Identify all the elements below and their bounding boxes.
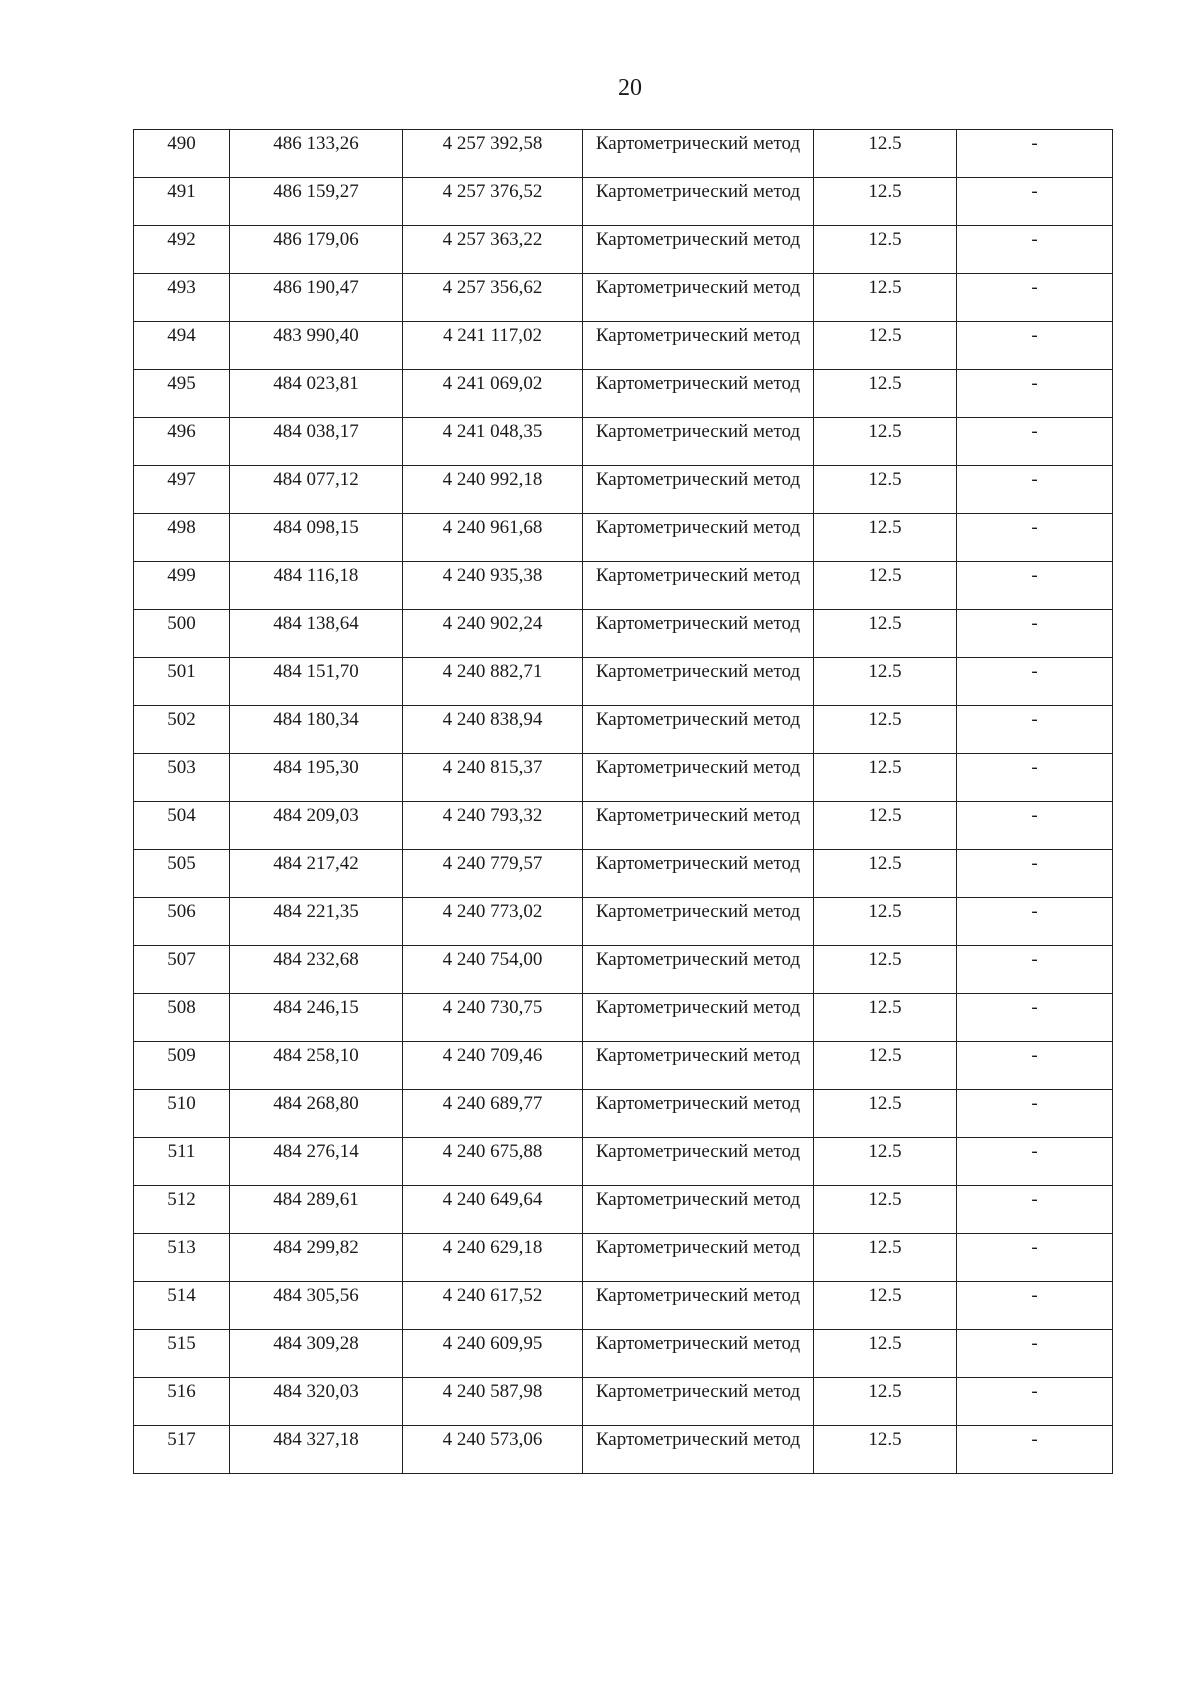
- table-row: [134, 274, 1113, 322]
- point-number-cell: 495: [134, 370, 230, 418]
- point-number-cell: 492: [134, 226, 230, 274]
- method-cell: Картометрический метод: [583, 1186, 814, 1234]
- accuracy-cell: 12.5: [814, 1330, 957, 1378]
- point-number-cell: 505: [134, 850, 230, 898]
- point-number-cell: 513: [134, 1234, 230, 1282]
- note-cell: -: [957, 754, 1113, 802]
- y-coordinate-cell: 4 240 992,18: [403, 466, 583, 514]
- point-number-cell: 490: [134, 130, 230, 178]
- method-cell: Картометрический метод: [583, 562, 814, 610]
- x-coordinate-cell: 486 179,06: [230, 226, 403, 274]
- point-number-cell: 517: [134, 1426, 230, 1474]
- note-cell: -: [957, 1186, 1113, 1234]
- method-cell: Картометрический метод: [583, 946, 814, 994]
- table-row: [134, 610, 1113, 658]
- point-number-cell: 516: [134, 1378, 230, 1426]
- method-cell: Картометрический метод: [583, 658, 814, 706]
- point-number-cell: 503: [134, 754, 230, 802]
- method-cell: Картометрический метод: [583, 226, 814, 274]
- accuracy-cell: 12.5: [814, 418, 957, 466]
- point-number-cell: 502: [134, 706, 230, 754]
- method-cell: Картометрический метод: [583, 1042, 814, 1090]
- note-cell: -: [957, 946, 1113, 994]
- x-coordinate-cell: 484 289,61: [230, 1186, 403, 1234]
- point-number-cell: 509: [134, 1042, 230, 1090]
- note-cell: -: [957, 1042, 1113, 1090]
- table-row: [134, 466, 1113, 514]
- y-coordinate-cell: 4 240 629,18: [403, 1234, 583, 1282]
- method-cell: Картометрический метод: [583, 466, 814, 514]
- x-coordinate-cell: 486 133,26: [230, 130, 403, 178]
- y-coordinate-cell: 4 257 356,62: [403, 274, 583, 322]
- y-coordinate-cell: 4 240 902,24: [403, 610, 583, 658]
- table-row: [134, 514, 1113, 562]
- method-cell: Картометрический метод: [583, 178, 814, 226]
- accuracy-cell: 12.5: [814, 322, 957, 370]
- note-cell: -: [957, 1378, 1113, 1426]
- y-coordinate-cell: 4 240 961,68: [403, 514, 583, 562]
- table-row: [134, 178, 1113, 226]
- accuracy-cell: 12.5: [814, 466, 957, 514]
- method-cell: Картометрический метод: [583, 994, 814, 1042]
- x-coordinate-cell: 484 038,17: [230, 418, 403, 466]
- table-row: [134, 418, 1113, 466]
- note-cell: -: [957, 274, 1113, 322]
- x-coordinate-cell: 484 232,68: [230, 946, 403, 994]
- table-row: [134, 1330, 1113, 1378]
- accuracy-cell: 12.5: [814, 562, 957, 610]
- note-cell: -: [957, 994, 1113, 1042]
- method-cell: Картометрический метод: [583, 322, 814, 370]
- table-row: [134, 658, 1113, 706]
- y-coordinate-cell: 4 240 609,95: [403, 1330, 583, 1378]
- y-coordinate-cell: 4 240 689,77: [403, 1090, 583, 1138]
- x-coordinate-cell: 484 138,64: [230, 610, 403, 658]
- y-coordinate-cell: 4 240 935,38: [403, 562, 583, 610]
- accuracy-cell: 12.5: [814, 178, 957, 226]
- table-row: [134, 226, 1113, 274]
- note-cell: -: [957, 1090, 1113, 1138]
- x-coordinate-cell: 484 327,18: [230, 1426, 403, 1474]
- accuracy-cell: 12.5: [814, 610, 957, 658]
- y-coordinate-cell: 4 240 773,02: [403, 898, 583, 946]
- point-number-cell: 511: [134, 1138, 230, 1186]
- x-coordinate-cell: 484 246,15: [230, 994, 403, 1042]
- note-cell: -: [957, 514, 1113, 562]
- method-cell: Картометрический метод: [583, 754, 814, 802]
- point-number-cell: 496: [134, 418, 230, 466]
- note-cell: -: [957, 130, 1113, 178]
- method-cell: Картометрический метод: [583, 610, 814, 658]
- y-coordinate-cell: 4 240 730,75: [403, 994, 583, 1042]
- accuracy-cell: 12.5: [814, 1378, 957, 1426]
- table-row: [134, 706, 1113, 754]
- y-coordinate-cell: 4 257 376,52: [403, 178, 583, 226]
- accuracy-cell: 12.5: [814, 658, 957, 706]
- method-cell: Картометрический метод: [583, 130, 814, 178]
- note-cell: -: [957, 466, 1113, 514]
- table-row: [134, 370, 1113, 418]
- method-cell: Картометрический метод: [583, 706, 814, 754]
- table-row: [134, 1282, 1113, 1330]
- y-coordinate-cell: 4 240 573,06: [403, 1426, 583, 1474]
- note-cell: -: [957, 610, 1113, 658]
- y-coordinate-cell: 4 241 069,02: [403, 370, 583, 418]
- table-row: [134, 946, 1113, 994]
- method-cell: Картометрический метод: [583, 274, 814, 322]
- point-number-cell: 491: [134, 178, 230, 226]
- accuracy-cell: 12.5: [814, 1042, 957, 1090]
- accuracy-cell: 12.5: [814, 754, 957, 802]
- note-cell: -: [957, 1138, 1113, 1186]
- x-coordinate-cell: 484 195,30: [230, 754, 403, 802]
- note-cell: -: [957, 178, 1113, 226]
- x-coordinate-cell: 484 077,12: [230, 466, 403, 514]
- accuracy-cell: 12.5: [814, 370, 957, 418]
- method-cell: Картометрический метод: [583, 1090, 814, 1138]
- y-coordinate-cell: 4 240 709,46: [403, 1042, 583, 1090]
- x-coordinate-cell: 484 305,56: [230, 1282, 403, 1330]
- x-coordinate-cell: 484 023,81: [230, 370, 403, 418]
- table-row: [134, 130, 1113, 178]
- method-cell: Картометрический метод: [583, 514, 814, 562]
- accuracy-cell: 12.5: [814, 1426, 957, 1474]
- note-cell: -: [957, 1282, 1113, 1330]
- accuracy-cell: 12.5: [814, 898, 957, 946]
- note-cell: -: [957, 850, 1113, 898]
- y-coordinate-cell: 4 240 882,71: [403, 658, 583, 706]
- note-cell: -: [957, 322, 1113, 370]
- point-number-cell: 494: [134, 322, 230, 370]
- table-row: [134, 994, 1113, 1042]
- accuracy-cell: 12.5: [814, 850, 957, 898]
- x-coordinate-cell: 484 217,42: [230, 850, 403, 898]
- note-cell: -: [957, 706, 1113, 754]
- table-row: [134, 754, 1113, 802]
- accuracy-cell: 12.5: [814, 1282, 957, 1330]
- point-number-cell: 499: [134, 562, 230, 610]
- x-coordinate-cell: 484 268,80: [230, 1090, 403, 1138]
- point-number-cell: 506: [134, 898, 230, 946]
- x-coordinate-cell: 486 190,47: [230, 274, 403, 322]
- accuracy-cell: 12.5: [814, 946, 957, 994]
- x-coordinate-cell: 484 276,14: [230, 1138, 403, 1186]
- point-number-cell: 512: [134, 1186, 230, 1234]
- method-cell: Картометрический метод: [583, 898, 814, 946]
- page-number: 20: [618, 75, 642, 101]
- y-coordinate-cell: 4 240 587,98: [403, 1378, 583, 1426]
- note-cell: -: [957, 1234, 1113, 1282]
- x-coordinate-cell: 486 159,27: [230, 178, 403, 226]
- x-coordinate-cell: 484 180,34: [230, 706, 403, 754]
- x-coordinate-cell: 484 309,28: [230, 1330, 403, 1378]
- table-row: [134, 1186, 1113, 1234]
- note-cell: -: [957, 898, 1113, 946]
- coordinates-table: [133, 129, 1113, 1474]
- note-cell: -: [957, 226, 1113, 274]
- x-coordinate-cell: 484 258,10: [230, 1042, 403, 1090]
- x-coordinate-cell: 484 151,70: [230, 658, 403, 706]
- method-cell: Картометрический метод: [583, 802, 814, 850]
- table-row: [134, 1090, 1113, 1138]
- note-cell: -: [957, 802, 1113, 850]
- method-cell: Картометрический метод: [583, 1426, 814, 1474]
- table-row: [134, 850, 1113, 898]
- x-coordinate-cell: 483 990,40: [230, 322, 403, 370]
- y-coordinate-cell: 4 240 754,00: [403, 946, 583, 994]
- accuracy-cell: 12.5: [814, 706, 957, 754]
- method-cell: Картометрический метод: [583, 1138, 814, 1186]
- method-cell: Картометрический метод: [583, 850, 814, 898]
- note-cell: -: [957, 418, 1113, 466]
- note-cell: -: [957, 1330, 1113, 1378]
- accuracy-cell: 12.5: [814, 514, 957, 562]
- point-number-cell: 508: [134, 994, 230, 1042]
- note-cell: -: [957, 658, 1113, 706]
- accuracy-cell: 12.5: [814, 802, 957, 850]
- method-cell: Картометрический метод: [583, 418, 814, 466]
- accuracy-cell: 12.5: [814, 1186, 957, 1234]
- coordinates-table-body: [134, 130, 1113, 1474]
- point-number-cell: 498: [134, 514, 230, 562]
- method-cell: Картометрический метод: [583, 1378, 814, 1426]
- accuracy-cell: 12.5: [814, 994, 957, 1042]
- y-coordinate-cell: 4 240 779,57: [403, 850, 583, 898]
- point-number-cell: 515: [134, 1330, 230, 1378]
- x-coordinate-cell: 484 221,35: [230, 898, 403, 946]
- table-row: [134, 1378, 1113, 1426]
- table-row: [134, 1138, 1113, 1186]
- y-coordinate-cell: 4 257 363,22: [403, 226, 583, 274]
- note-cell: -: [957, 562, 1113, 610]
- table-row: [134, 322, 1113, 370]
- accuracy-cell: 12.5: [814, 130, 957, 178]
- point-number-cell: 504: [134, 802, 230, 850]
- y-coordinate-cell: 4 241 117,02: [403, 322, 583, 370]
- y-coordinate-cell: 4 257 392,58: [403, 130, 583, 178]
- table-row: [134, 802, 1113, 850]
- accuracy-cell: 12.5: [814, 1090, 957, 1138]
- accuracy-cell: 12.5: [814, 274, 957, 322]
- table-row: [134, 898, 1113, 946]
- y-coordinate-cell: 4 240 815,37: [403, 754, 583, 802]
- y-coordinate-cell: 4 240 793,32: [403, 802, 583, 850]
- y-coordinate-cell: 4 240 649,64: [403, 1186, 583, 1234]
- table-row: [134, 1234, 1113, 1282]
- y-coordinate-cell: 4 240 838,94: [403, 706, 583, 754]
- method-cell: Картометрический метод: [583, 370, 814, 418]
- method-cell: Картометрический метод: [583, 1282, 814, 1330]
- x-coordinate-cell: 484 116,18: [230, 562, 403, 610]
- table-row: [134, 562, 1113, 610]
- point-number-cell: 507: [134, 946, 230, 994]
- y-coordinate-cell: 4 240 617,52: [403, 1282, 583, 1330]
- point-number-cell: 500: [134, 610, 230, 658]
- method-cell: Картометрический метод: [583, 1234, 814, 1282]
- y-coordinate-cell: 4 241 048,35: [403, 418, 583, 466]
- table-row: [134, 1426, 1113, 1474]
- note-cell: -: [957, 1426, 1113, 1474]
- note-cell: -: [957, 370, 1113, 418]
- y-coordinate-cell: 4 240 675,88: [403, 1138, 583, 1186]
- accuracy-cell: 12.5: [814, 226, 957, 274]
- accuracy-cell: 12.5: [814, 1138, 957, 1186]
- x-coordinate-cell: 484 098,15: [230, 514, 403, 562]
- point-number-cell: 493: [134, 274, 230, 322]
- x-coordinate-cell: 484 209,03: [230, 802, 403, 850]
- accuracy-cell: 12.5: [814, 1234, 957, 1282]
- point-number-cell: 514: [134, 1282, 230, 1330]
- table-row: [134, 1042, 1113, 1090]
- point-number-cell: 501: [134, 658, 230, 706]
- x-coordinate-cell: 484 299,82: [230, 1234, 403, 1282]
- point-number-cell: 497: [134, 466, 230, 514]
- method-cell: Картометрический метод: [583, 1330, 814, 1378]
- x-coordinate-cell: 484 320,03: [230, 1378, 403, 1426]
- point-number-cell: 510: [134, 1090, 230, 1138]
